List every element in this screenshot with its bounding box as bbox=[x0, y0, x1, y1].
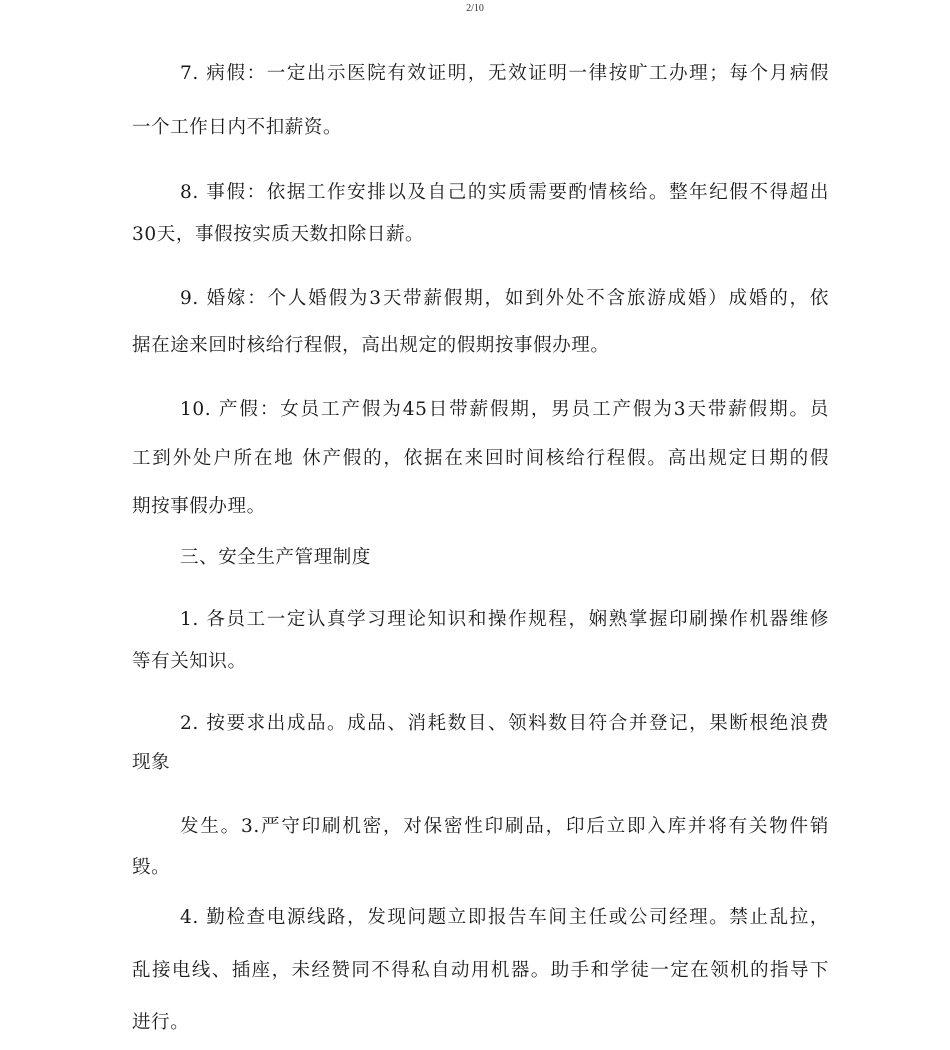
paragraph-line: 8. 事假：依据工作安排以及自己的实质需要酌情核给。整年纪假不得超出 bbox=[180, 182, 829, 203]
paragraph-line: 乱接电线、插座，未经赞同不得私自动用机器。助手和学徒一定在领机的指导下 bbox=[132, 960, 829, 981]
paragraph-line: 2. 按要求出成品。成品、消耗数目、领料数目符合并登记，果断根绝浪费 bbox=[180, 713, 829, 734]
paragraph-line: 发生。3.严守印刷机密，对保密性印刷品，印后立即入库并将有关物件销 bbox=[180, 816, 829, 837]
paragraph-line: 毁。 bbox=[132, 857, 171, 878]
paragraph-line: 一个工作日内不扣薪资。 bbox=[132, 117, 343, 138]
paragraph-line: 工到外处户所在地 休产假的，依据在来回时间核给行程假。高出规定日期的假 bbox=[132, 448, 829, 469]
paragraph-line: 7. 病假：一定出示医院有效证明，无效证明一律按旷工办理；每个月病假 bbox=[180, 63, 829, 84]
paragraph-line: 4. 勤检查电源线路，发现问题立即报告车间主任或公司经理。禁止乱拉， bbox=[180, 907, 829, 928]
paragraph-line: 30天，事假按实质天数扣除日薪。 bbox=[132, 224, 425, 245]
paragraph-line: 现象 bbox=[132, 752, 171, 773]
section-heading: 三、安全生产管理制度 bbox=[180, 547, 372, 568]
paragraph-line: 等有关知识。 bbox=[132, 651, 247, 672]
paragraph-line: 进行。 bbox=[132, 1012, 190, 1033]
paragraph-line: 1. 各员工一定认真学习理论知识和操作规程，娴熟掌握印刷操作机器维修 bbox=[180, 609, 829, 630]
paragraph-line: 期按事假办理。 bbox=[132, 496, 266, 517]
paragraph-line: 据在途来回时核给行程假，高出规定的假期按事假办理。 bbox=[132, 335, 610, 356]
paragraph-line: 9. 婚嫁：个人婚假为3天带薪假期，如到外处不含旅游成婚）成婚的，依 bbox=[180, 288, 829, 309]
page-number: 2/10 bbox=[466, 3, 484, 14]
paragraph-line: 10. 产假：女员工产假为45日带薪假期，男员工产假为3天带薪假期。员 bbox=[180, 399, 829, 420]
